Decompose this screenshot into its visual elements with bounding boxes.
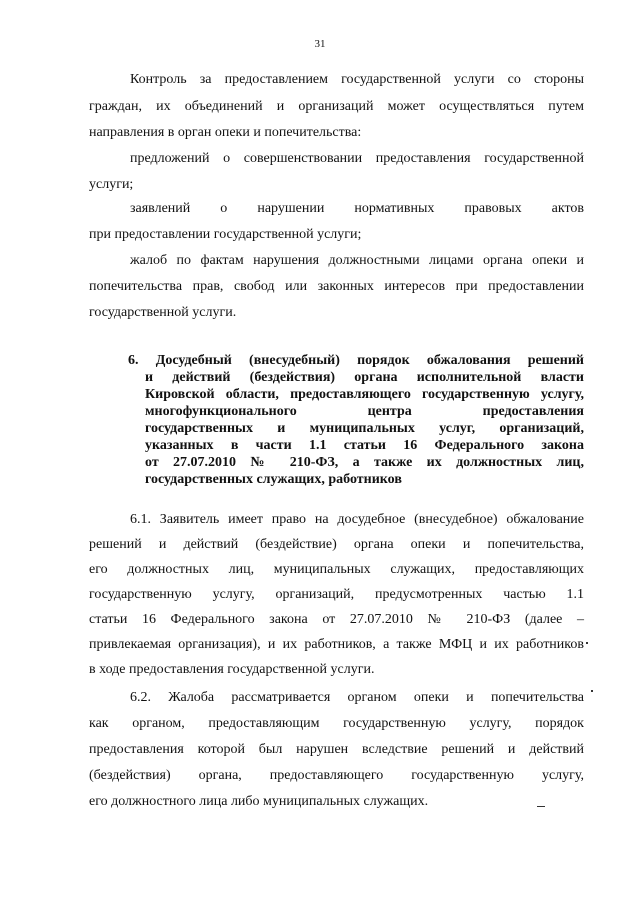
clause-6-2-line-2: как органом, предоставляющим государственную услугу, порядок [89, 716, 584, 731]
clause-6-1-line-7: в ходе предоставления государственной услуги. [89, 662, 375, 677]
clause-6-1-line-1: 6.1. Заявитель имеет право на досудебное (внесудебное) обжалование [130, 512, 584, 527]
section-heading-line-8: государственных служащих, работников [145, 472, 402, 487]
paragraph-complaints-line-3: государственной услуги. [89, 305, 237, 320]
clause-6-2-line-4: (бездействия) органа, предоставляющего государственную услугу, [89, 768, 584, 783]
section-heading-line-6: указанных в части 1.1 статьи 16 Федерального закона [145, 438, 584, 453]
clause-6-2-line-3: предоставления которой был нарушен вследствие решений и действий [89, 742, 584, 757]
paragraph-proposals-line-1: предложений о совершенствовании предоставления государственной [130, 151, 584, 166]
clause-6-1-line-4: государственную услугу, организаций, предусмотренных частью 1.1 [89, 587, 584, 602]
section-heading-line-4: многофункционального центра предоставления [145, 404, 584, 419]
paragraph-control-line-2: граждан, их объединений и организаций может осуществляться путем [89, 99, 584, 114]
clause-6-1-line-2: решений и действий (бездействие) органа опеки и попечительства, [89, 537, 584, 552]
scan-mark [586, 642, 588, 644]
clause-6-1-line-5: статьи 16 Федерального закона от 27.07.2010 № 210-ФЗ (далее – [89, 612, 584, 627]
scan-mark [537, 806, 545, 807]
paragraph-complaints-line-2: попечительства прав, свобод или законных интересов при предоставлении [89, 279, 584, 294]
clause-6-1-line-3: его должностных лиц, муниципальных служащих, предоставляющих [89, 562, 584, 577]
section-heading-line-3: Кировской области, предоставляющего государственную услугу, [145, 387, 584, 402]
clause-6-2-line-1: 6.2. Жалоба рассматривается органом опеки и попечительства [130, 690, 584, 705]
paragraph-statements-line-2: при предоставлении государственной услуги; [89, 227, 362, 242]
scan-mark [591, 690, 593, 692]
paragraph-control-line-3: направления в орган опеки и попечительства: [89, 125, 362, 140]
section-heading-line-1: 6. Досудебный (внесудебный) порядок обжалования решений [128, 353, 584, 368]
section-heading-line-7: от 27.07.2010 № 210-ФЗ, а также их должностных лиц, [145, 455, 584, 470]
section-heading-line-5: государственных и муниципальных услуг, организаций, [145, 421, 584, 436]
clause-6-2-line-5: его должностного лица либо муниципальных служащих. [89, 794, 429, 809]
paragraph-proposals-line-2: услуги; [89, 177, 134, 192]
section-heading-line-2: и действий (бездействия) органа исполнительной власти [145, 370, 584, 385]
paragraph-statements-line-1: заявлений о нарушении нормативных правовых актов [130, 201, 584, 216]
paragraph-control-line-1: Контроль за предоставлением государственной услуги со стороны [130, 72, 584, 87]
page-number: 31 [314, 38, 326, 50]
clause-6-1-line-6: привлекаемая организация), и их работников, а также МФЦ и их работников [89, 637, 584, 652]
paragraph-complaints-line-1: жалоб по фактам нарушения должностными лицами органа опеки и [130, 253, 584, 268]
